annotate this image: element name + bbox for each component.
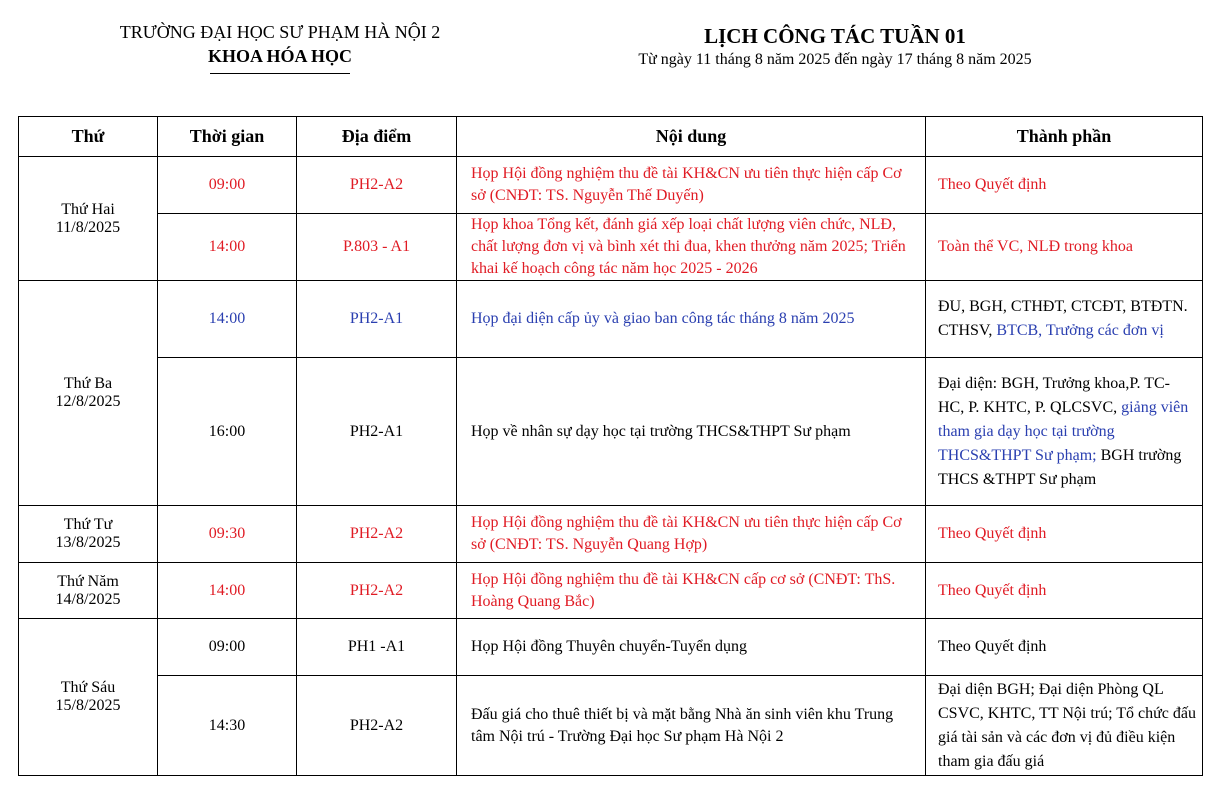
col-header-participants: Thành phần bbox=[926, 117, 1203, 157]
university-name: TRƯỜNG ĐẠI HỌC SƯ PHẠM HÀ NỘI 2 bbox=[119, 22, 441, 42]
content-cell: Họp về nhân sự dạy học tại trường THCS&THPT Sư phạm bbox=[457, 358, 926, 506]
content-cell: Họp Hội đồng nghiệm thu đề tài KH&CN cấp cơ sở (CNĐT: ThS. Hoàng Quang Bắc) bbox=[457, 563, 926, 619]
day-date: 12/8/2025 bbox=[55, 393, 121, 410]
schedule-table bbox=[18, 116, 1203, 776]
participants-cell: Đại diện BGH; Đại diện Phòng QL CSVC, KHTC, TT Nội trú; Tổ chức đấu giá tài sản và các đơn vị đủ điều kiện tham gia đấu giá bbox=[926, 676, 1203, 776]
table-row bbox=[19, 157, 1203, 214]
day-cell bbox=[19, 506, 158, 563]
header-left bbox=[60, 22, 500, 74]
place-cell: PH1 -A1 bbox=[297, 619, 457, 676]
time-cell: 14:00 bbox=[158, 214, 297, 281]
participants-cell: Theo Quyết định bbox=[926, 506, 1203, 563]
day-name: Thứ Ba bbox=[63, 375, 113, 392]
table-row bbox=[19, 506, 1203, 563]
faculty-underline bbox=[210, 73, 350, 74]
time-cell: 14:00 bbox=[158, 563, 297, 619]
day-date: 15/8/2025 bbox=[55, 697, 121, 714]
day-cell bbox=[19, 281, 158, 506]
schedule-title: LỊCH CÔNG TÁC TUẦN 01 bbox=[704, 24, 966, 48]
day-date: 11/8/2025 bbox=[55, 218, 121, 236]
time-cell: 14:30 bbox=[158, 676, 297, 776]
place-cell: PH2-A2 bbox=[297, 157, 457, 214]
table-header-row bbox=[19, 117, 1203, 157]
time-cell: 16:00 bbox=[158, 358, 297, 506]
place-cell: P.803 - A1 bbox=[297, 214, 457, 281]
day-date: 14/8/2025 bbox=[55, 590, 121, 608]
col-header-time: Thời gian bbox=[158, 117, 297, 157]
col-header-content: Nội dung bbox=[457, 117, 926, 157]
content-cell: Đấu giá cho thuê thiết bị và mặt bằng Nhà ăn sinh viên khu Trung tâm Nội trú - Trường Đại học Sư phạm Hà Nội 2 bbox=[457, 676, 926, 776]
time-cell: 09:30 bbox=[158, 506, 297, 563]
participants-cell: Theo Quyết định bbox=[926, 619, 1203, 676]
col-header-day: Thứ bbox=[19, 117, 158, 157]
day-cell bbox=[19, 619, 158, 776]
time-cell: 14:00 bbox=[158, 281, 297, 358]
faculty-name: KHOA HÓA HỌC bbox=[207, 46, 353, 66]
day-date: 13/8/2025 bbox=[55, 534, 121, 551]
table-row bbox=[19, 358, 1203, 506]
day-name: Thứ Năm bbox=[57, 572, 119, 590]
participants-part: Đại diện: BGH, Trưởng khoa,P. TC-HC, P. KHTC, P. QLCSVC, bbox=[938, 374, 1170, 416]
participants-part-highlight: BTCB, Trưởng các đơn vị bbox=[996, 322, 1164, 339]
place-cell: PH2-A2 bbox=[297, 676, 457, 776]
place-cell: PH2-A2 bbox=[297, 563, 457, 619]
participants-cell: Theo Quyết định bbox=[926, 157, 1203, 214]
table-row bbox=[19, 214, 1203, 281]
place-cell: PH2-A1 bbox=[297, 281, 457, 358]
participants-part: BGH trường THCS &THPT Sư phạm bbox=[938, 446, 1182, 488]
day-name: Thứ Tư bbox=[63, 516, 113, 533]
content-cell: Họp Hội đồng nghiệm thu đề tài KH&CN ưu tiên thực hiện cấp Cơ sở (CNĐT: TS. Nguyễn Quang Hợp) bbox=[457, 506, 926, 563]
participants-cell bbox=[926, 358, 1203, 506]
day-name: Thứ Sáu bbox=[60, 679, 116, 696]
table-row bbox=[19, 563, 1203, 619]
participants-cell bbox=[926, 281, 1203, 358]
participants-cell: Toàn thể VC, NLĐ trong khoa bbox=[926, 214, 1203, 281]
day-name: Thứ Hai bbox=[61, 200, 115, 218]
time-cell: 09:00 bbox=[158, 157, 297, 214]
content-cell: Họp khoa Tổng kết, đánh giá xếp loại chất lượng viên chức, NLĐ, chất lượng đơn vị và bình xét thi đua, khen thưởng năm 2025; Triển khai kế hoạch công tác năm học 2025 - 2026 bbox=[457, 214, 926, 281]
participants-part: ĐU, BGH, CTHĐT, CTCĐT, BTĐTN. CTHSV, bbox=[938, 298, 1188, 339]
place-cell: PH2-A2 bbox=[297, 506, 457, 563]
place-cell: PH2-A1 bbox=[297, 358, 457, 506]
content-cell: Họp Hội đồng Thuyên chuyển-Tuyển dụng bbox=[457, 619, 926, 676]
table-row bbox=[19, 676, 1203, 776]
col-header-place: Địa điểm bbox=[297, 117, 457, 157]
participants-part-highlight: giảng viên tham gia dạy học tại trường THCS&THPT Sư phạm; bbox=[938, 398, 1189, 464]
participants-cell: Theo Quyết định bbox=[926, 563, 1203, 619]
day-cell bbox=[19, 563, 158, 619]
table-row bbox=[19, 281, 1203, 358]
time-cell: 09:00 bbox=[158, 619, 297, 676]
content-cell: Họp Hội đồng nghiệm thu đề tài KH&CN ưu tiên thực hiện cấp Cơ sở (CNĐT: TS. Nguyễn Thế Duyến) bbox=[457, 157, 926, 214]
schedule-date-range: Từ ngày 11 tháng 8 năm 2025 đến ngày 17 tháng 8 năm 2025 bbox=[638, 51, 1032, 68]
day-cell bbox=[19, 157, 158, 281]
content-cell: Họp đại diện cấp ủy và giao ban công tác tháng 8 năm 2025 bbox=[457, 281, 926, 358]
header-right bbox=[560, 24, 1110, 69]
table-row bbox=[19, 619, 1203, 676]
